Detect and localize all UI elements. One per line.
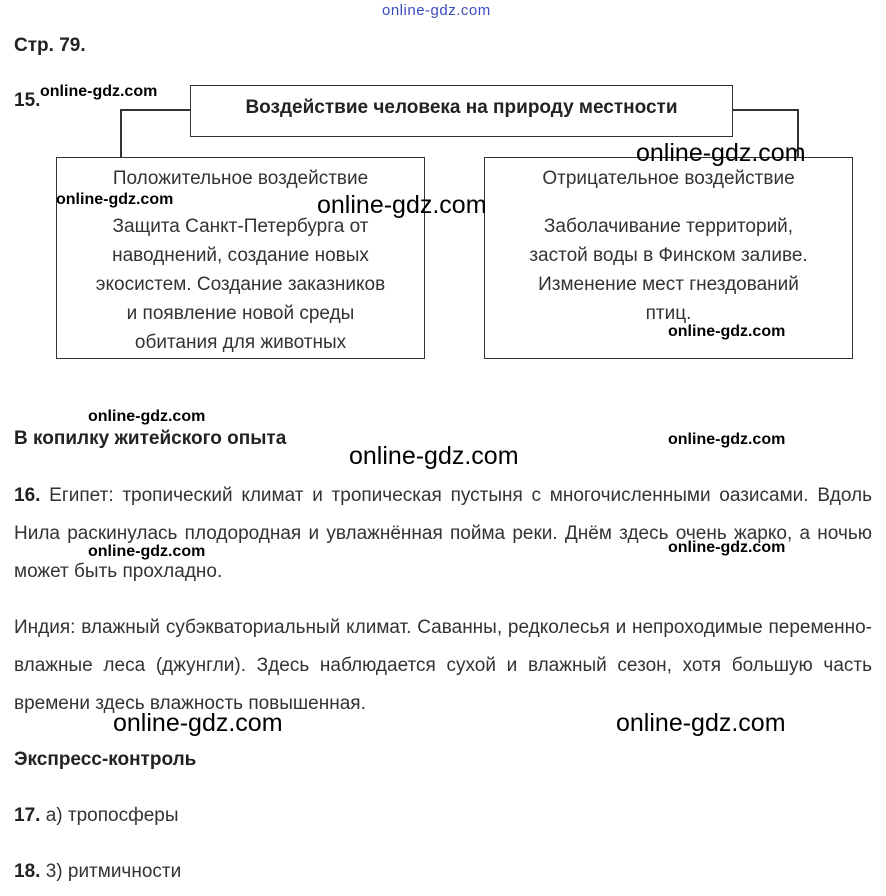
task-16-egypt-paragraph (14, 477, 872, 591)
positive-impact-title: Положительное воздействие (112, 168, 369, 189)
watermark: online-gdz.com (113, 709, 283, 737)
task-18-answer: 3) ритмичности (45, 861, 182, 882)
section-express-heading: Экспресс-контроль (14, 749, 197, 770)
watermark: online-gdz.com (56, 191, 174, 208)
task-16-india-text: Индия: влажный субэкваториальный климат. Саванны, редколесья и непроходимые переменно-влажные леса (джунгли). Здесь наблюдается сухой и влажный сезон, хотя большую часть времени здесь влажность повышенная. (14, 617, 872, 714)
task-16-india-paragraph (14, 609, 872, 723)
negative-impact-text: Заболачивание территорий, застой воды в Финском заливе. Изменение мест гнездований птиц. (529, 216, 808, 324)
section-experience-heading: В копилку житейского опыта (14, 428, 287, 449)
diagram-title: Воздействие человека на природу местности (245, 97, 678, 118)
task-16-number: 16. (14, 485, 41, 506)
watermark: online-gdz.com (88, 543, 206, 560)
task-17 (14, 805, 179, 827)
diagram-title-box (190, 85, 733, 137)
connector-left-horizontal (120, 109, 190, 111)
positive-impact-text: Защита Санкт-Петербурга от наводнений, создание новых экосистем. Создание заказников и появление новой среды обитания для животных (95, 216, 386, 353)
watermark: online-gdz.com (668, 539, 786, 556)
watermark: online-gdz.com (88, 408, 206, 425)
positive-impact-box (56, 157, 425, 359)
watermark: online-gdz.com (668, 323, 786, 340)
connector-left-vertical (120, 109, 122, 158)
task-18-number: 18. (14, 861, 41, 882)
top-watermark: online-gdz.com (382, 2, 491, 19)
negative-impact-title: Отрицательное воздействие (542, 168, 795, 189)
watermark: online-gdz.com (317, 191, 487, 219)
watermark: online-gdz.com (616, 709, 786, 737)
watermark: online-gdz.com (668, 431, 786, 448)
task-17-number: 17. (14, 805, 41, 826)
watermark: online-gdz.com (40, 83, 158, 100)
watermark: online-gdz.com (349, 442, 519, 470)
watermark: online-gdz.com (636, 139, 806, 167)
task-18 (14, 861, 181, 883)
page-label: Стр. 79. (14, 35, 86, 56)
task-15-number: 15. (14, 90, 41, 111)
task-17-answer: а) тропосферы (45, 805, 179, 826)
task-16-egypt-text: Египет: тропический климат и тропическая пустыня с многочисленными оазисами. Вдоль Нила раскинулась плодородная и увлажнённая пойма реки. Днём здесь очень жарко, а ночью может быть прохладно. (14, 485, 872, 582)
connector-right-horizontal (732, 109, 798, 111)
